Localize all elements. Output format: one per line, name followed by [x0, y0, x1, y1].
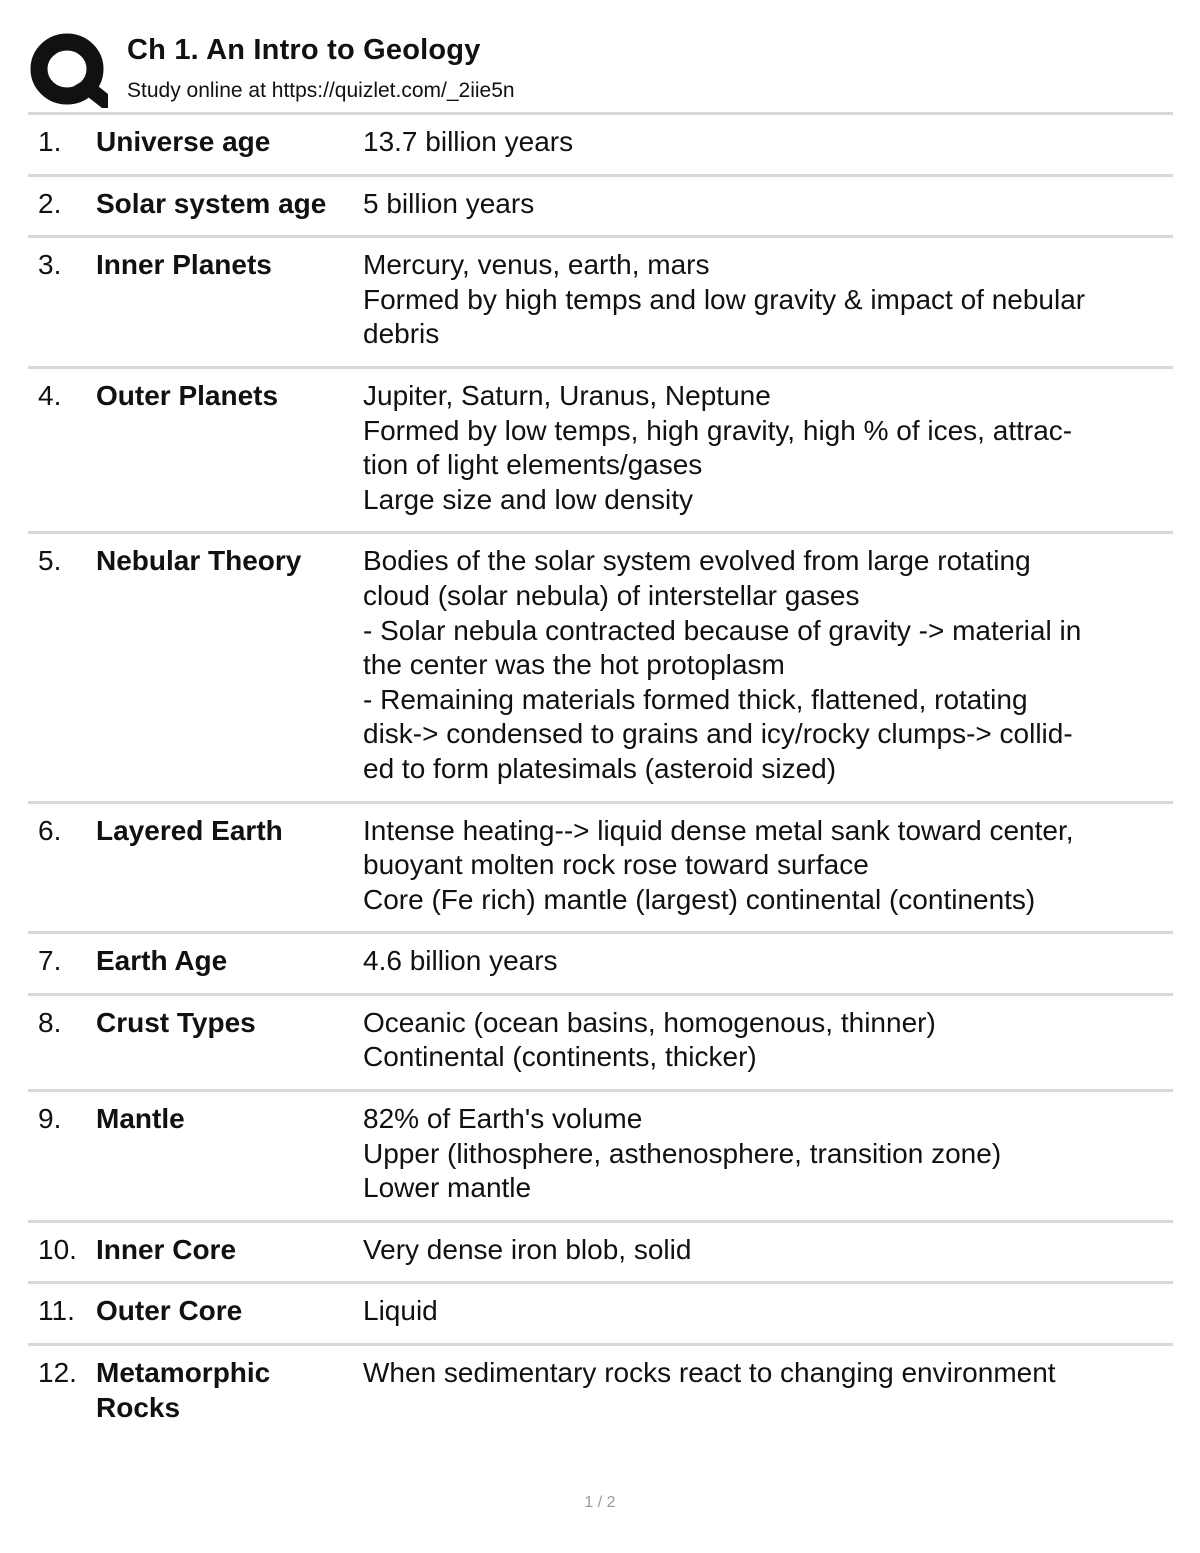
flashcard-row	[28, 174, 1173, 236]
flashcard-list	[28, 112, 1173, 1423]
definition-line: Very dense iron blob, solid	[363, 1233, 692, 1265]
definition-line: the center was the hot protoplasm	[363, 649, 785, 681]
definition-line: Core (Fe rich) mantle (largest) continental (continents)	[363, 883, 1036, 915]
definition-line: tion of light elements/gases	[363, 449, 703, 481]
definition-line: ed to form platesimals (asteroid sized)	[363, 752, 837, 784]
definition-line: Intense heating--> liquid dense metal sank toward center,	[363, 814, 1074, 846]
definition-line: Liquid	[363, 1295, 438, 1327]
flashcard-row	[28, 531, 1173, 800]
definition-line: debris	[363, 318, 440, 350]
card-number: 11.	[38, 1295, 75, 1327]
definition-line: disk-> condensed to grains and icy/rocky clumps-> collid-	[363, 718, 1073, 750]
card-definition	[363, 1102, 1163, 1206]
card-term: Outer Core	[96, 1295, 243, 1327]
card-number: 3.	[38, 249, 62, 281]
card-number: 1.	[38, 126, 62, 157]
card-number: 6.	[38, 814, 62, 846]
definition-line: Continental (continents, thicker)	[363, 1041, 757, 1073]
definition-line: 13.7 billion years	[363, 126, 574, 157]
card-term: Crust Types	[96, 1006, 256, 1038]
card-term: Outer Planets	[96, 379, 279, 411]
flashcard-row	[28, 1343, 1173, 1423]
card-definition	[363, 125, 1163, 160]
definition-line: - Remaining materials formed thick, flattened, rotating	[363, 683, 1028, 715]
card-definition	[363, 544, 1163, 786]
definition-line: buoyant molten rock rose toward surface	[363, 849, 869, 881]
flashcard-row	[28, 1220, 1173, 1282]
card-definition	[363, 814, 1163, 918]
flashcard-row	[28, 1281, 1173, 1343]
card-term: Metamorphic Rocks	[96, 1357, 271, 1423]
study-online-link[interactable]: Study online at https://quizlet.com/_2iie5n	[127, 79, 515, 102]
flashcard-row	[28, 235, 1173, 366]
definition-line: Lower mantle	[363, 1172, 532, 1204]
definition-line: 4.6 billion years	[363, 945, 558, 977]
card-number: 9.	[38, 1103, 62, 1135]
card-definition	[363, 187, 1163, 222]
definition-line: Large size and low density	[363, 483, 693, 515]
definition-line: 5 billion years	[363, 187, 535, 219]
definition-line: Oceanic (ocean basins, homogenous, thinner)	[363, 1006, 936, 1038]
card-definition	[363, 1233, 1163, 1268]
flashcard-row	[28, 993, 1173, 1089]
card-number: 8.	[38, 1006, 62, 1038]
page-number: 1 / 2	[584, 1494, 616, 1511]
card-term: Inner Planets	[96, 249, 272, 281]
card-term: Solar system age	[96, 187, 327, 219]
definition-line: Mercury, venus, earth, mars	[363, 249, 710, 281]
card-number: 10.	[38, 1233, 77, 1265]
card-definition	[363, 1294, 1163, 1329]
definition-line: Bodies of the solar system evolved from large rotating	[363, 545, 1031, 577]
definition-line: When sedimentary rocks react to changing environment	[363, 1357, 1056, 1389]
card-definition	[363, 944, 1163, 979]
flashcard-row	[28, 1089, 1173, 1220]
flashcard-row	[28, 366, 1173, 531]
card-number: 2.	[38, 187, 62, 219]
flashcard-row	[28, 931, 1173, 993]
definition-line: Formed by low temps, high gravity, high % of ices, attrac-	[363, 414, 1073, 446]
page-title: Ch 1. An Intro to Geology	[127, 34, 481, 66]
card-term: Layered Earth	[96, 814, 283, 846]
definition-line: Upper (lithosphere, asthenosphere, transition zone)	[363, 1137, 1002, 1169]
card-number: 12.	[38, 1357, 77, 1389]
card-definition	[363, 1006, 1163, 1075]
card-term: Inner Core	[96, 1233, 237, 1265]
flashcard-row	[28, 801, 1173, 932]
card-term: Universe age	[96, 126, 271, 157]
page-header	[28, 28, 1173, 112]
card-definition	[363, 1356, 1163, 1391]
definition-line: 82% of Earth's volume	[363, 1103, 643, 1135]
card-definition	[363, 248, 1163, 352]
definition-line: Jupiter, Saturn, Uranus, Neptune	[363, 379, 771, 411]
definition-line: cloud (solar nebula) of interstellar gases	[363, 579, 860, 611]
card-definition	[363, 379, 1163, 517]
definition-line: - Solar nebula contracted because of gravity -> material in	[363, 614, 1082, 646]
card-term: Nebular Theory	[96, 545, 302, 577]
card-number: 4.	[38, 379, 62, 411]
flashcard-row	[28, 112, 1173, 174]
card-number: 5.	[38, 545, 62, 577]
card-term: Mantle	[96, 1103, 185, 1135]
card-number: 7.	[38, 945, 62, 977]
card-term: Earth Age	[96, 945, 228, 977]
definition-line: Formed by high temps and low gravity & impact of nebular	[363, 283, 1086, 315]
quizlet-logo-icon	[30, 32, 108, 108]
